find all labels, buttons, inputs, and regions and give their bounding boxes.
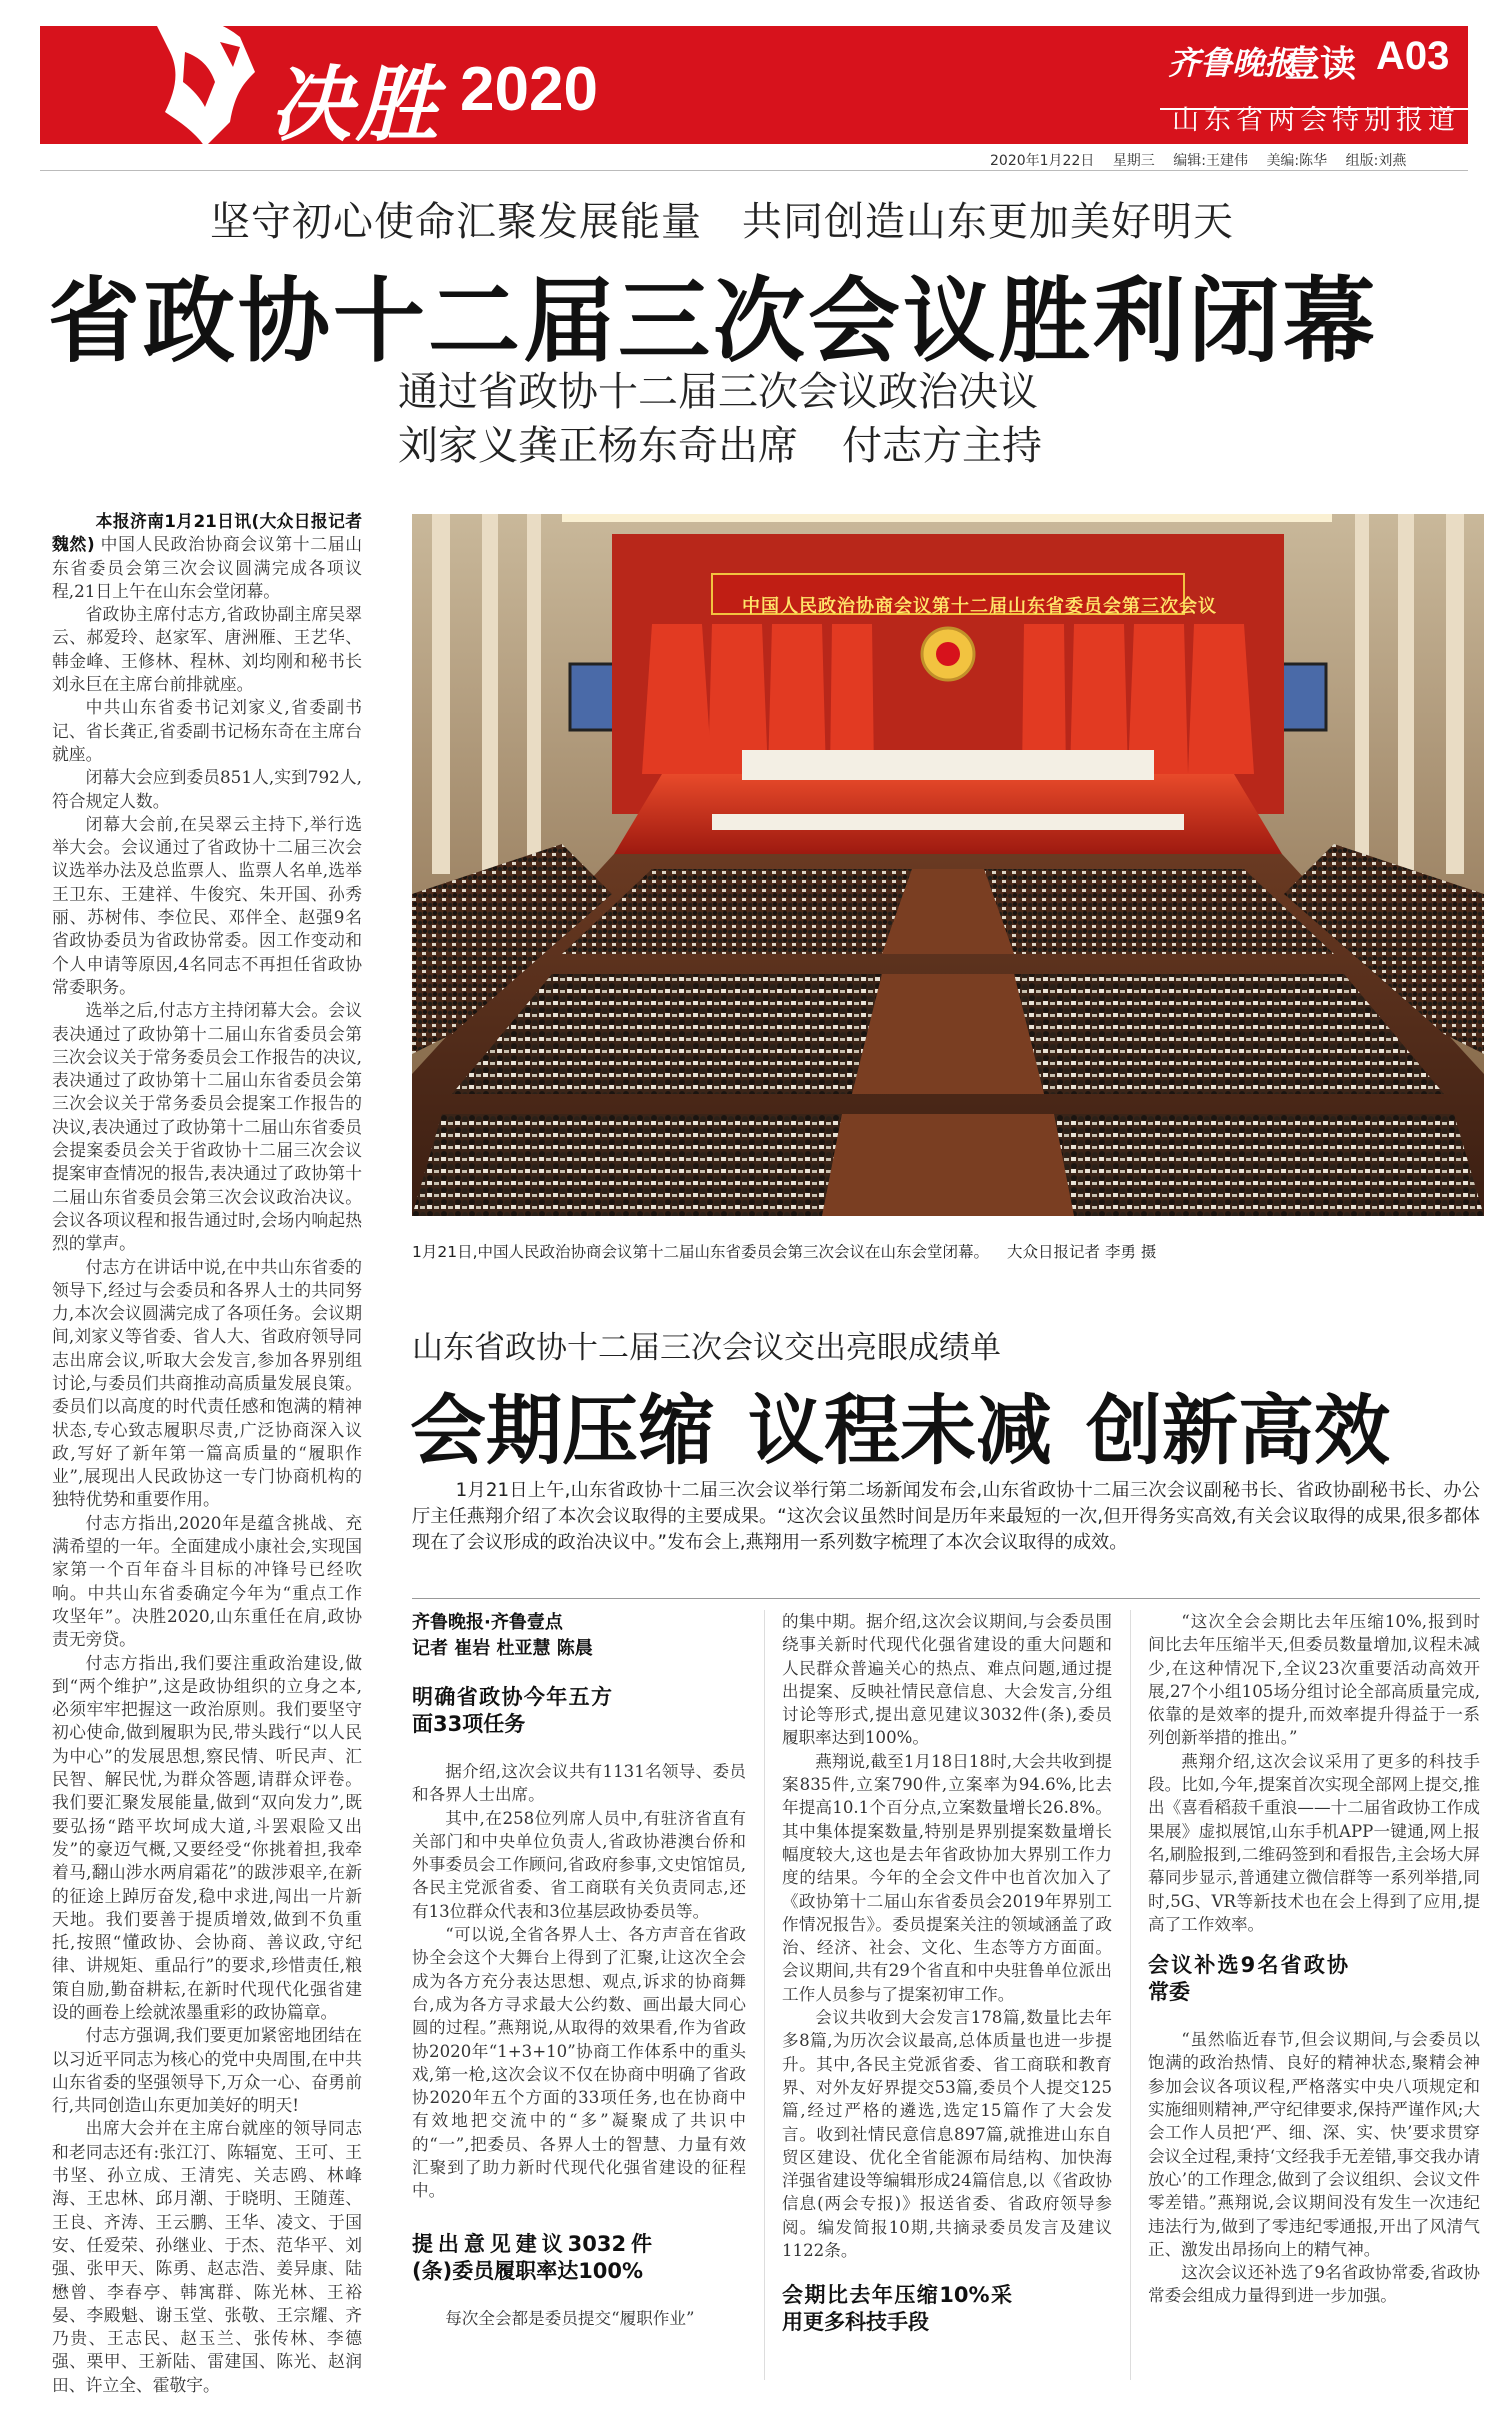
story1-kicker-a: 坚守初心使命汇聚发展能量 (210, 199, 702, 245)
story2-paragraph: 燕翔介绍,这次会议采用了更多的科技手段。比如,今年,提案首次实现全部网上提交,推出《喜看稻菽千重浪——十二届省政协工作成果展》虚拟展馆,山东手机APP一键通,网上报名,刷脸报到,二维码签到和看报告,主会场大屏幕同步显示,普通建立微信群等一系列举措,同时,5G、VR等新技术也在会上得到了应用,提高了工作效率。 (1148, 1751, 1480, 1934)
issue-editor: 编辑:王建伟 (1173, 153, 1248, 169)
story1-paragraph: 闭幕大会应到委员851人,实到792人,符合规定人数。 (52, 767, 362, 811)
story2-subhead-4: 会议补选9名省政协常委 (1148, 1953, 1348, 2005)
story1-subtitle-2a: 刘家义龚正杨东奇出席 (398, 423, 798, 469)
story2-paragraph: 燕翔说,截至1月18日18时,大会共收到提案835件,立案790件,立案率为94.6%,比去年提高10.1个百分点,立案数量增长26.8%。其中集体提案数量,特别是界别提案数量增长幅度较大,这也是去年省政协加大界别工作力度的结果。今年的全会文件中也首次加入了《政协第十二届山东省委员会2019年界别工作情况报告》。委员提案关注的领域涵盖了政治、经济、社会、文化、生态等方方面面。会议期间,共有29个省直和中央驻鲁单位派出工作人员参与了提案初审工作。 (782, 1751, 1112, 2004)
story1-paragraph: 出席大会并在主席台就座的领导同志和老同志还有:张江汀、陈辐宽、王可、王书坚、孙立成、王清宪、关志鸥、林峰海、王忠林、邱月潮、于晓明、王随莲、王良、齐涛、王云鹏、王华、凌文、于国安、任爱荣、孙继业、于杰、范华平、刘强、张甲天、陈勇、赵志浩、姜异康、陆懋曾、李春亭、韩寓群、陈光林、王裕晏、李殿魁、谢玉堂、张敬、王宗耀、齐乃贵、王志民、赵玉兰、张传林、李德强、栗甲、王新陆、雷建国、陈光、赵润田、许立全、霍敬宇。 (52, 2118, 362, 2395)
photo-caption (412, 1240, 1156, 1262)
story2-byline-outlet: 齐鲁晚报·齐鲁壹点 (412, 1612, 563, 1633)
story2-column-1 (412, 1610, 746, 2390)
story2-subhead-2: 提出意见建议3032件(条)委员履职率达100% (412, 2231, 652, 2283)
issue-date: 2020年1月22日 (990, 153, 1095, 169)
photo-credit: 大众日报记者 李勇 摄 (1007, 1243, 1157, 1261)
story1-paragraph: 本报济南1月21日讯(大众日报记者魏然) 中国人民政治协商会议第十二届山东省委员会第三次会议圆满完成各项议程,21日上午在山东会堂闭幕。 (52, 511, 362, 601)
story2-paragraph: “虽然临近春节,但会议期间,与会委员以饱满的政治热情、良好的精神状态,聚精会神参加会议各项议程,严格落实中央八项规定和实施细则精神,严守纪律要求,保持严谨作风;大会工作人员把‘严、细、深、实、快’要求贯穿会议全过程,秉持‘文经我手无差错,事交我办请放心’的工作理念,做到了会议组织、会议文件零差错。”燕翔说,会议期间没有发生一次违纪违法行为,做到了零违纪零通报,开出了风清气正、激发出昂扬向上的精气神。 (1148, 2030, 1480, 2259)
story2-kicker: 山东省政协十二届三次会议交出亮眼成绩单 (412, 1330, 1001, 1366)
story2-column-3 (1148, 1610, 1480, 2390)
story2-title-a: 会期压缩 (410, 1386, 714, 1475)
issue-weekday: 星期三 (1112, 153, 1155, 169)
paper-name: 齐鲁晚报 (1168, 44, 1297, 82)
issue-meta (990, 150, 1420, 170)
story2-paragraph: 会议共收到大会发言178篇,数量比去年多8篇,为历次会议最高,总体质量也进一步提升。其中,各民主党派省委、省工商联和教育界、对外友好界提交53篇,委员个人提交125篇,经过严格的遴选,选定15篇作了大会发言。收到社情民意信息897篇,就推进山东自贸区建设、优化全省能源布局结构、加快海洋强省建设等编辑形成24篇信息,以《省政协信息(两会专报)》报送省委、省政府领导参阅。编发简报10期,共摘录委员发言及建议1122条。 (782, 2008, 1112, 2261)
masthead (40, 18, 1468, 153)
story2-title-b: 议程未减 (748, 1386, 1052, 1475)
top-rule (40, 170, 1468, 171)
story2-paragraph: 其中,在258位列席人员中,有驻济省直有关部门和中央单位负责人,省政协港澳台侨和外事委员会工作顾问,省政府参事,文史馆馆员,各民主党派省委、省工商联有关负责同志,还有13位群众代表和3位基层政协委员等。 (412, 1808, 746, 1921)
story2-paragraph: 据介绍,这次会议共有1131名领导、委员和各界人士出席。 (412, 1762, 746, 1805)
brush-logo-icon (145, 12, 265, 152)
story2-byline (412, 1610, 746, 1662)
story2-paragraph: 每次全会都是委员提交“履职作业” (445, 2308, 695, 2328)
story1-subtitle-2b: 付志方主持 (842, 423, 1042, 469)
story2-paragraph: “这次全会会期比去年压缩10%,报到时间比去年压缩半天,但委员数量增加,议程未减少,在这种情况下,全议23次重要活动高效开展,27个小组105场分组讨论全部高质量完成,依靠的是效率的提升,而效率提升得益于一系列创新举措的推出。” (1148, 1612, 1480, 1748)
story2-rule (412, 1598, 1480, 1599)
story1-kicker (210, 190, 1234, 247)
issue-proof: 组版:刘燕 (1345, 153, 1407, 169)
special-report-band: 山东省两会特别报道 (1172, 105, 1460, 136)
photo-caption-text: 1月21日,中国人民政治协商会议第十二届山东省委员会第三次会议在山东会堂闭幕。 (412, 1243, 990, 1261)
story2-title (410, 1370, 1390, 1479)
story1-paragraph: 付志方在讲话中说,在中共山东省委的领导下,经过与会委员和各界人士的共同努力,本次会议圆满完成了各项任务。会议期间,刘家义等省委、省人大、省政府领导同志出席会议,听取大会发言,参加各界别组讨论,与委员们共商推动高质量发展良策。委员们以高度的时代责任感和饱满的精神状态,专心致志履职尽责,广泛协商深入议政,写好了新年第一篇高质量的“履职作业”,展现出人民政协这一专门协商机构的独特优势和重要作用。 (52, 1256, 362, 1510)
story1-subtitle-2 (398, 414, 1042, 471)
story2-paragraph: 这次会议还补选了9名省政协常委,省政协常委会组成力量得到进一步加强。 (1148, 2263, 1480, 2306)
story1-paragraph: 付志方强调,我们要更加紧密地团结在以习近平同志为核心的党中央周围,在中共山东省委的坚强领导下,万众一心、奋勇前行,共同创造山东更加美好的明天! (52, 2025, 362, 2116)
story2-column-2 (782, 1610, 1112, 2390)
story2-lead: 1月21日上午,山东省政协十二届三次会议举行第二场新闻发布会,山东省政协十二届三次会议副秘书长、省政协副秘书长、办公厅主任燕翔介绍了本次会议取得的主要成果。“这次会议虽然时间是历年来最短的一次,但开得务实高效,有关会议取得的成果,很多都体现在了会议形成的政治决议中。”发布会上,燕翔用一系列数字梳理了本次会议取得的成效。 (412, 1480, 1480, 1553)
story1-body (52, 510, 362, 2395)
story2-byline-reporters: 记者 崔岩 杜亚慧 陈晨 (412, 1638, 593, 1659)
column-divider (764, 1610, 765, 2380)
story1-paragraph: 选举之后,付志方主持闭幕大会。会议表决通过了政协第十二届山东省委员会第三次会议关于常务委员会工作报告的决议,表决通过了政协第十二届山东省委员会第三次会议关于常务委员会提案工作报告的决议,表决通过了政协第十二届山东省委员会提案委员会关于省政协十二届三次会议提案审查情况的报告,表决通过了政协第十二届山东省委员会第三次会议政治决议。会议各项议程和报告通过时,会场内响起热烈的掌声。 (52, 1000, 362, 1254)
story2-subhead-3: 会期比去年压缩10%采用更多科技手段 (782, 2283, 1012, 2335)
story1-paragraph: 闭幕大会前,在吴翠云主持下,举行选举大会。会议通过了省政协十二届三次会议选举办法及总监票人、监票人名单,选举王卫东、王建祥、牛俊究、朱开国、孙秀丽、苏树伟、李位民、邓伴全、赵强9名省政协委员为省政协常委。因工作变动和个人申请等原因,4名同志不再担任省政协常委职务。 (52, 813, 362, 997)
story2-paragraph: “可以说,全省各界人士、各方声音在省政协全会这个大舞台上得到了汇聚,让这次全会成为各方充分表达思想、观点,诉求的协商舞台,成为各方寻求最大公约数、画出最大同心圆的过程。”燕翔说,从取得的效果看,作为省政协2020年“1+3+10”协商工作体系中的重头戏,第一枪,这次会议不仅在协商中明确了省政协2020年五个方面的33项任务,也在协商中有效地把交流中的“多”凝聚成了共识中的“一”,把委员、各界人士的智慧、力量有效汇聚到了助力新时代现代化强省建设的征程中。 (412, 1925, 746, 2201)
masthead-title: 决胜 (270, 57, 442, 153)
story1-dateline: 本报济南1月21日讯(大众日报记者魏然) (52, 511, 362, 555)
section-name: 壹读 (1284, 44, 1357, 85)
column-divider (1130, 1610, 1131, 2380)
masthead-year: 2020 (460, 55, 598, 124)
photo-banner-text: 中国人民政治协商会议第十二届山东省委员会第三次会议 (742, 596, 1217, 617)
assembly-hall-illustration (412, 514, 1484, 1216)
story1-title: 省政协十二届三次会议胜利闭幕 (48, 267, 1379, 375)
story1-paragraph: 省政协主席付志方,省政协副主席吴翠云、郝爱玲、赵家军、唐洲雁、王艺华、韩金峰、王修林、程林、刘均刚和秘书长刘永巨在主席台前排就座。 (52, 604, 362, 695)
page-code: A03 (1376, 34, 1450, 78)
story1-paragraph: 中共山东省委书记刘家义,省委副书记、省长龚正,省委副书记杨东奇在主席台就座。 (52, 697, 362, 764)
story1-kicker-b: 共同创造山东更加美好明天 (742, 199, 1234, 245)
story2-paragraph: 的集中期。据介绍,这次会议期间,与会委员围绕事关新时代现代化强省建设的重大问题和人民群众普遍关心的热点、难点问题,通过提出提案、反映社情民意信息、大会发言,分组讨论等形式,提出意见建议3032件(条),委员履职率达到100%。 (782, 1612, 1112, 1748)
story1-paragraph: 付志方指出,我们要注重政治建设,做到“两个维护”,这是政协组织的立身之本,必须牢牢把握这一政治原则。我们要坚守初心使命,做到履职为民,带头践行“以人民为中心”的发展思想,察民情、听民声、汇民智、解民忧,为群众答题,请群众评卷。我们要汇聚发展能量,做到“双向发力”,既要弘扬“踏平坎坷成大道,斗罢艰险又出发”的豪迈气概,又要经受“你挑着担,我牵着马,翻山涉水两肩霜花”的跋涉艰辛,在新的征途上踔厉奋发,稳中求进,闯出一片新天地。我们要善于提质增效,做到不负重托,按照“懂政协、会协商、善议政,守纪律、讲规矩、重品行”的要求,珍惜责任,粮策自励,勤奋耕耘,在新时代现代化强省建设的画卷上绘就浓墨重彩的政协篇章。 (52, 1652, 362, 2022)
story2-title-c: 创新高效 (1086, 1386, 1390, 1475)
issue-designer: 美编:陈华 (1266, 153, 1328, 169)
story1-subtitle-1: 通过省政协十二届三次会议政治决议 (398, 369, 1038, 415)
news-photo (412, 514, 1484, 1216)
story1-paragraph: 付志方指出,2020年是蕴含挑战、充满希望的一年。全面建成小康社会,实现国家第一个百年奋斗目标的冲锋号已经吹响。中共山东省委确定今年为“重点工作攻坚年”。决胜2020,山东重任在肩,政协责无旁贷。 (52, 1512, 362, 1650)
story2-subhead-1: 明确省政协今年五方面33项任务 (412, 1685, 612, 1736)
